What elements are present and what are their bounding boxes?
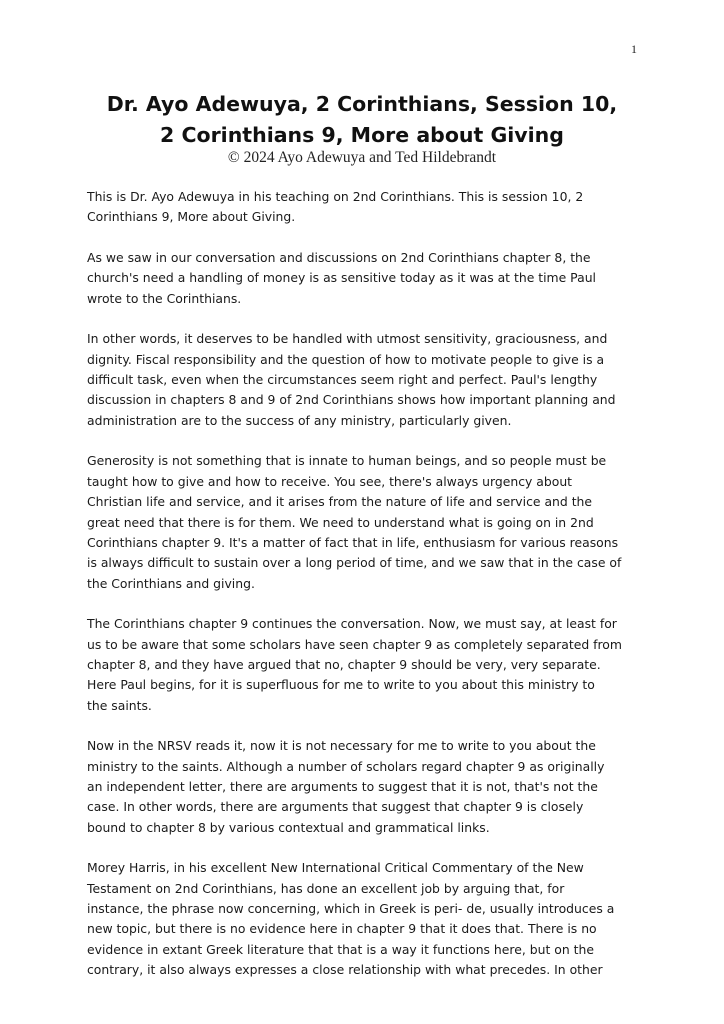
paragraph-line: In other words, it deserves to be handled with utmost sensitivity, graciousness, and xyxy=(87,331,608,347)
paragraph-line: As we saw in our conversation and discussions on 2nd Corinthians chapter 8, the xyxy=(87,250,591,266)
paragraph-line: chapter 8, and they have argued that no, chapter 9 should be very, very separate. xyxy=(87,656,601,672)
paragraph xyxy=(87,451,647,593)
document-body xyxy=(87,187,647,1001)
paragraph-line: This is Dr. Ayo Adewuya in his teaching on 2nd Corinthians. This is session 10, 2 xyxy=(87,189,584,204)
paragraph-line: wrote to the Corinthians. xyxy=(87,290,242,306)
paragraph xyxy=(87,187,647,228)
title-line: 2 Corinthians 9, More about Giving xyxy=(160,123,564,147)
paragraph-line: us to be aware that some scholars have seen chapter 9 as completely separated from xyxy=(87,636,622,652)
paragraph-line: case. In other words, there are arguments that suggest that chapter 9 is closely xyxy=(87,799,584,815)
paragraph xyxy=(87,614,647,716)
paragraph-line: dignity. Fiscal responsibility and the question of how to motivate people to give is a xyxy=(87,351,605,367)
paragraph-line: the Corinthians and giving. xyxy=(87,575,255,591)
paragraph-line: is always difficult to sustain over a long period of time, and we saw that in the case of xyxy=(87,555,622,571)
paragraph-line: taught how to give and how to receive. You see, there's always urgency about xyxy=(87,473,573,489)
paragraph-line: The Corinthians chapter 9 continues the conversation. Now, we must say, at least for xyxy=(87,616,617,632)
document-title xyxy=(0,89,724,151)
paragraph-line: ministry to the saints. Although a number of scholars regard chapter 9 as originally xyxy=(87,758,605,774)
paragraph-line: church's need a handling of money is as sensitive today as it was at the time Paul xyxy=(87,270,596,286)
paragraph-line: new topic, but there is no evidence here in chapter 9 that it does that. There is no xyxy=(87,921,597,937)
paragraph-line: difficult task, even when the circumstances seem right and perfect. Paul's lengthy xyxy=(87,372,598,388)
paragraph-line: Corinthians 9, More about Giving. xyxy=(87,209,296,225)
paragraph-line: administration are to the success of any ministry, particularly given. xyxy=(87,412,512,428)
paragraph-line: Generosity is not something that is innate to human beings, and so people must be xyxy=(87,453,607,469)
paragraph-line: Morey Harris, in his excellent New International Critical Commentary of the New xyxy=(87,860,584,876)
title-line: Dr. Ayo Adewuya, 2 Corinthians, Session 10, xyxy=(106,92,618,116)
paragraph-line: Corinthians chapter 9. It's a matter of fact that in life, enthusiasm for various reasons xyxy=(87,534,619,550)
paragraph-line: evidence in extant Greek literature that that is a way it functions here, but on the xyxy=(87,941,594,957)
paragraph-line: Testament on 2nd Corinthians, has done an excellent job by arguing that, for xyxy=(87,880,565,896)
paragraph-line: Here Paul begins, for it is superfluous for me to write to you about this ministry to xyxy=(87,677,595,693)
paragraph-line: instance, the phrase now concerning, which in Greek is peri- de, usually introduces a xyxy=(87,901,615,917)
paragraph-line: contrary, it also always expresses a close relationship with what precedes. In other xyxy=(87,962,603,978)
paragraph-line: bound to chapter 8 by various contextual and grammatical links. xyxy=(87,819,490,835)
paragraph-line: Christian life and service, and it arises from the nature of life and service and the xyxy=(87,494,593,510)
paragraph-line: Now in the NRSV reads it, now it is not necessary for me to write to you about the xyxy=(87,738,596,754)
paragraph-line: discussion in chapters 8 and 9 of 2nd Corinthians shows how important planning and xyxy=(87,392,616,408)
paragraph-line: the saints. xyxy=(87,697,152,713)
paragraph-line: an independent letter, there are arguments to suggest that it is not, that's not the xyxy=(87,778,598,794)
paragraph xyxy=(87,248,647,309)
paragraph xyxy=(87,858,647,980)
copyright-notice: © 2024 Ayo Adewuya and Ted Hildebrandt xyxy=(227,149,497,166)
paragraph xyxy=(87,329,647,431)
paragraph xyxy=(87,736,647,838)
paragraph-line: great need that there is for them. We need to understand what is going on in 2nd xyxy=(87,514,594,530)
page-number: 1 xyxy=(631,42,637,56)
